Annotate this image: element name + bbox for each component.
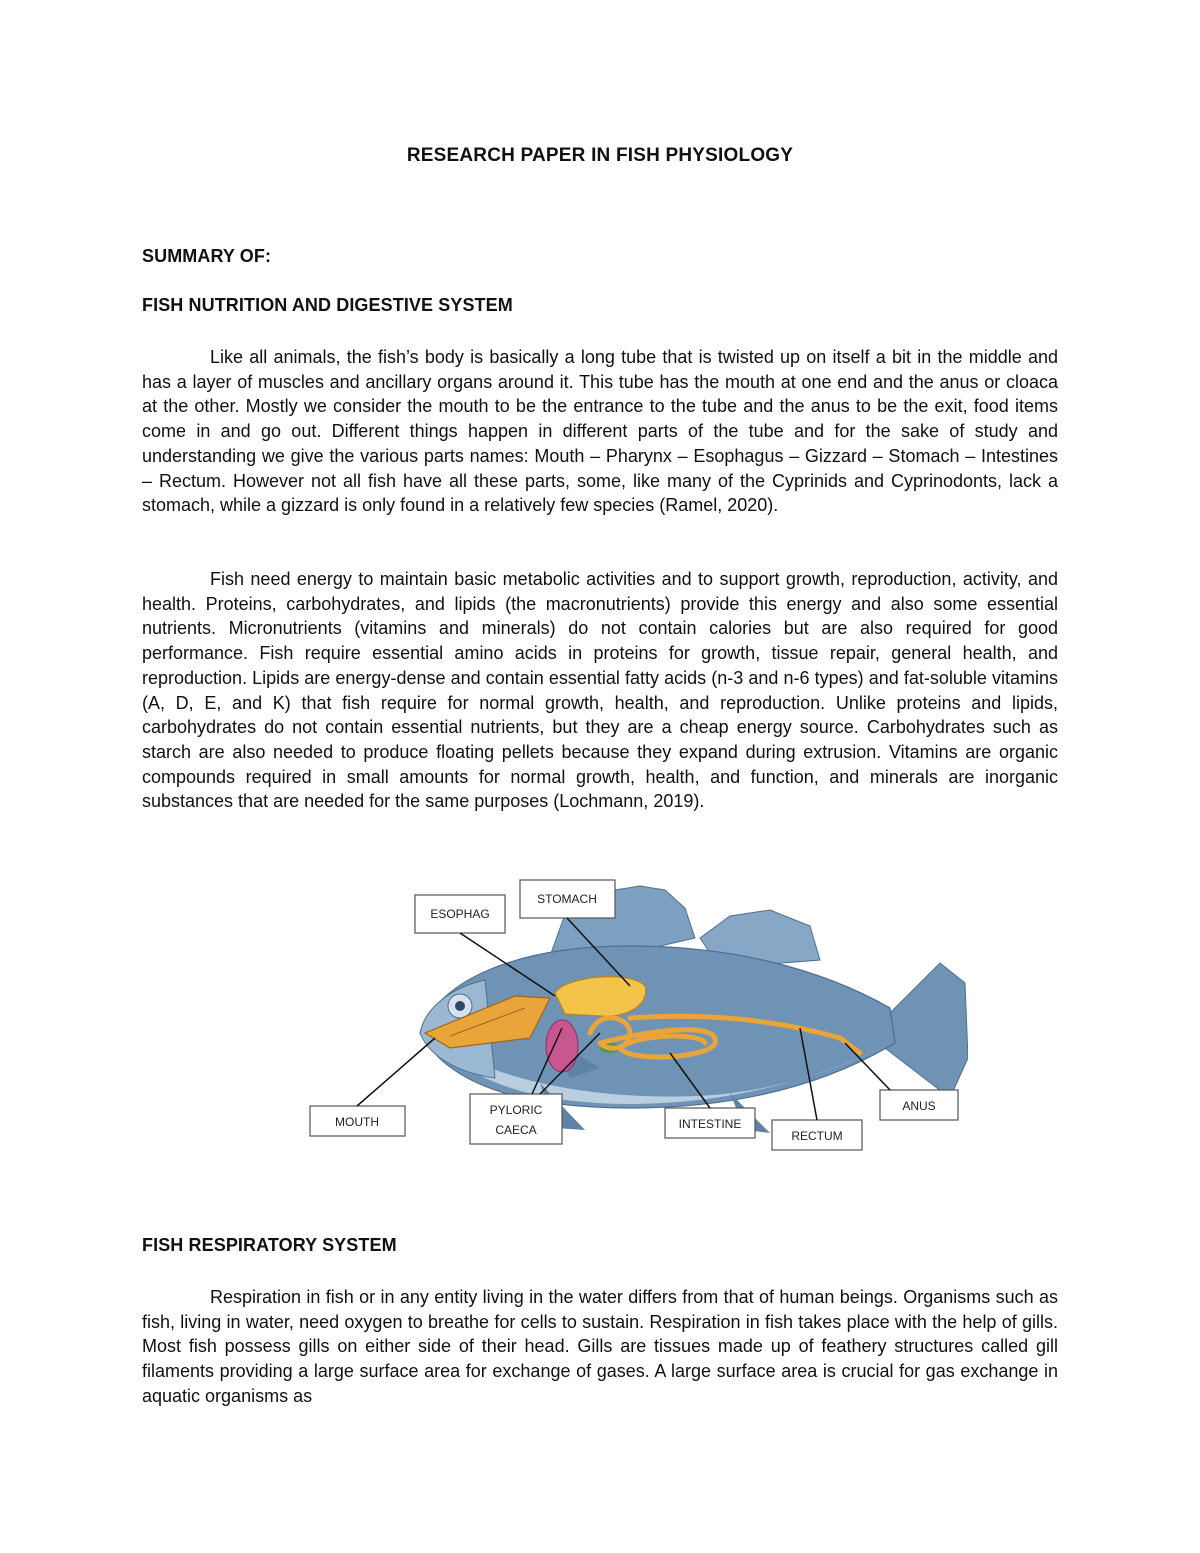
label-pyloric-caeca xyxy=(470,1094,562,1144)
fish-digestive-diagram xyxy=(300,868,968,1160)
label-intestine xyxy=(665,1108,755,1138)
svg-text:PYLORIC: PYLORIC xyxy=(489,1103,543,1117)
svg-text:RECTUM: RECTUM xyxy=(791,1129,843,1143)
nutrition-paragraph-2: Fish need energy to maintain basic metabolic activities and to support growth, reproduction, activity, and health. Proteins, carbohydrates, and lipids (the macronutrients) provide this energy and also some essential nutrients. Micronutrients (vitamins and minerals) do not contain calories but are also required for good performance. Fish require essential amino acids in proteins for growth, tissue repair, general health, and reproduction. Lipids are energy-dense and contain essential fatty acids (n-3 and n-6 types) and fat-soluble vitamins (A, D, E, and K) that fish require for normal growth, health, and reproduction. Unlike proteins and lipids, carbohydrates do not contain essential nutrients, but they are a cheap energy source. Carbohydrates such as starch are also needed to produce floating pellets because they expand during extrusion. Vitamins are organic compounds required in small amounts for normal growth, health, and function, and minerals are inorganic substances that are needed for the same purposes (Lochmann, 2019). xyxy=(142,569,1058,812)
svg-text:INTESTINE: INTESTINE xyxy=(678,1117,742,1131)
page-title: RESEARCH PAPER IN FISH PHYSIOLOGY xyxy=(406,145,794,166)
section-heading-respiratory: FISH RESPIRATORY SYSTEM xyxy=(142,1235,397,1255)
nutrition-paragraph-1: Like all animals, the fish’s body is basically a long tube that is twisted up on itself a bit in the middle and has a layer of muscles and ancillary organs around it. This tube has the mouth at one end and the anus or cloaca at the other. Mostly we consider the mouth to be the entrance to the tube and the anus to be the exit, food items come in and go out. Different things happen in different parts of the tube and for the sake of study and understanding we give the various parts names: Mouth – Pharynx – Esophagus – Gizzard – Stomach – Intestines – Rectum. However not all fish have all these parts, some, like many of the Cyprinids and Cyprinodonts, lack a stomach, while a gizzard is only found in a relatively few species (Ramel, 2020). xyxy=(142,347,1058,516)
label-esophag xyxy=(415,895,505,933)
svg-text:MOUTH: MOUTH xyxy=(335,1115,379,1129)
summary-heading: SUMMARY OF: xyxy=(142,246,272,266)
svg-text:ANUS: ANUS xyxy=(902,1099,936,1113)
respiratory-paragraph-1: Respiration in fish or in any entity living in the water differs from that of human beings. Organisms such as fish, living in water, need oxygen to breathe for cells to sustain. Respiration in fish takes place with the help of gills. Most fish possess gills on either side of their head. Gills are tissues made up of feathery structures called gill filaments providing a large surface area for exchange of gases. A large surface area is crucial for gas exchange in aquatic organisms as xyxy=(142,1287,1058,1406)
svg-text:CAECA: CAECA xyxy=(495,1123,537,1137)
section-heading-nutrition: FISH NUTRITION AND DIGESTIVE SYSTEM xyxy=(142,295,513,315)
label-stomach xyxy=(520,880,615,918)
svg-text:STOMACH: STOMACH xyxy=(537,892,597,906)
svg-text:ESOPHAG: ESOPHAG xyxy=(430,907,490,921)
label-anus xyxy=(880,1090,958,1120)
label-mouth xyxy=(310,1106,405,1136)
label-rectum xyxy=(772,1120,862,1150)
